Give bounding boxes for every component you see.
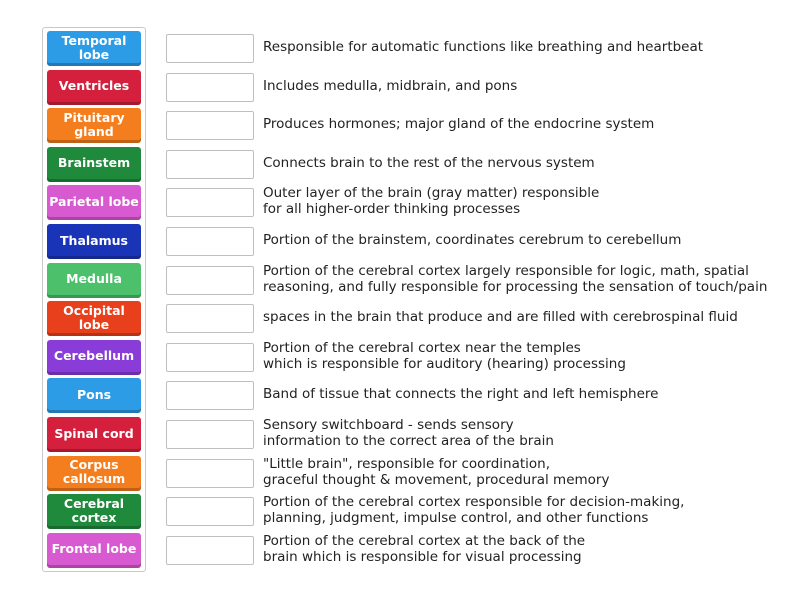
tile-pons[interactable]: Pons — [47, 378, 141, 413]
description-line: Produces hormones; major gland of the endocrine system — [263, 116, 655, 133]
description-text — [263, 417, 783, 449]
description-text — [263, 116, 783, 132]
description-text — [263, 494, 783, 526]
answer-slot[interactable] — [166, 420, 254, 449]
description-line: Outer layer of the brain (gray matter) responsible — [263, 185, 600, 202]
description-text — [263, 263, 783, 295]
description-text — [263, 155, 783, 171]
description-text — [263, 456, 783, 488]
tile-parietal-lobe[interactable]: Parietal lobe — [47, 185, 141, 220]
tile-cerebellum[interactable]: Cerebellum — [47, 340, 141, 375]
description-text — [263, 185, 783, 217]
answer-slot[interactable] — [166, 497, 254, 526]
tile-frontal-lobe[interactable]: Frontal lobe — [47, 533, 141, 568]
description-line: Sensory switchboard - sends sensory — [263, 417, 514, 433]
description-text — [263, 232, 783, 248]
description-text — [263, 309, 783, 325]
description-line: Responsible for automatic functions like breathing and heartbeat — [263, 39, 704, 55]
description-line: which is responsible for auditory (hearing) processing — [263, 355, 626, 372]
tile-temporal-lobe[interactable]: Temporal lobe — [47, 31, 141, 66]
tile-spinal-cord[interactable]: Spinal cord — [47, 417, 141, 452]
description-line: reasoning, and fully responsible for processing the sensation of touch/pain — [263, 278, 768, 295]
description-line: planning, judgment, impulse control, and other functions — [263, 510, 649, 527]
answer-slot[interactable] — [166, 304, 254, 333]
description-text — [263, 386, 783, 402]
description-line: information to the correct area of the brain — [263, 433, 554, 449]
answer-slot[interactable] — [166, 73, 254, 102]
description-text — [263, 533, 783, 565]
description-text — [263, 78, 783, 94]
description-line: Portion of the brainstem, coordinates cerebrum to cerebellum — [263, 232, 682, 248]
description-line: Connects brain to the rest of the nervous system — [263, 154, 595, 171]
tile-panel — [42, 27, 146, 572]
description-line: graceful thought & movement, procedural memory — [263, 471, 610, 488]
description-line: Portion of the cerebral cortex at the back of the — [263, 532, 586, 549]
answer-slot[interactable] — [166, 459, 254, 488]
description-line: Includes medulla, midbrain, and pons — [263, 77, 518, 94]
answer-slot[interactable] — [166, 227, 254, 256]
tile-medulla[interactable]: Medulla — [47, 263, 141, 298]
description-line: Portion of the cerebral cortex responsible for decision-making, — [263, 494, 685, 511]
description-line: Portion of the cerebral cortex near the temples — [263, 339, 581, 356]
description-line: for all higher-order thinking processes — [263, 201, 521, 218]
answer-slot[interactable] — [166, 536, 254, 565]
description-text — [263, 39, 783, 55]
tile-cerebral-cortex[interactable]: Cerebral cortex — [47, 494, 141, 529]
answer-slot[interactable] — [166, 266, 254, 295]
answer-slot[interactable] — [166, 111, 254, 140]
tile-thalamus[interactable]: Thalamus — [47, 224, 141, 259]
tile-brainstem[interactable]: Brainstem — [47, 147, 141, 182]
tile-occipital-lobe[interactable]: Occipital lobe — [47, 301, 141, 336]
tile-ventricles[interactable]: Ventricles — [47, 70, 141, 105]
description-line: spaces in the brain that produce and are filled with cerebrospinal fluid — [263, 309, 738, 326]
description-line: brain which is responsible for visual processing — [263, 548, 582, 565]
answer-slot[interactable] — [166, 188, 254, 217]
answer-slot[interactable] — [166, 34, 254, 63]
answer-slot[interactable] — [166, 150, 254, 179]
answer-slot[interactable] — [166, 343, 254, 372]
description-line: "Little brain", responsible for coordination, — [263, 455, 550, 472]
description-line: Portion of the cerebral cortex largely responsible for logic, math, spatial — [263, 262, 749, 279]
tile-corpus-callosum[interactable]: Corpus callosum — [47, 456, 141, 491]
answer-slot[interactable] — [166, 381, 254, 410]
tile-pituitary-gland[interactable]: Pituitary gland — [47, 108, 141, 143]
description-text — [263, 340, 783, 372]
description-line: Band of tissue that connects the right and left hemisphere — [263, 386, 659, 403]
